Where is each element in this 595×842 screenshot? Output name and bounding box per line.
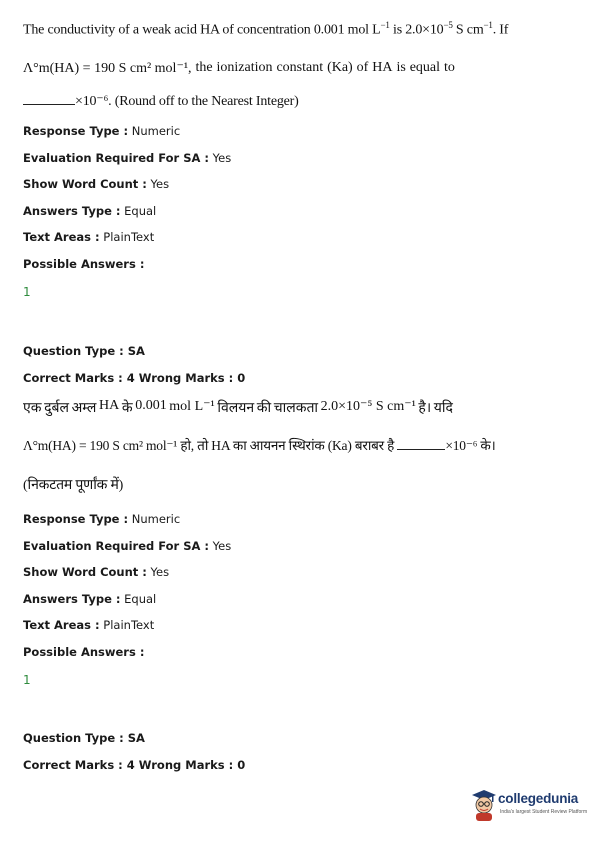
word-count-field: Show Word Count : Yes bbox=[23, 177, 170, 191]
answer-blank bbox=[397, 439, 445, 450]
brand-tagline: India's largest Student Review Platform bbox=[500, 809, 588, 815]
text-areas-field: Text Areas : PlainText bbox=[23, 618, 155, 632]
q1-line-2: Λ°m(HA) = 190 S cm² mol⁻¹, the ionization constant (Ka) of HA is equal to bbox=[23, 60, 455, 76]
mascot-icon bbox=[470, 788, 498, 822]
collegedunia-logo bbox=[470, 788, 588, 828]
q2-line-2: Λ°m(HA) = 190 S cm² mol⁻¹ हो, तो HA का आयनन स्थिरांक (Ka) बराबर है ×10⁻⁶ के। bbox=[23, 438, 496, 453]
q2-line-1: एक दुर्बल अम्ल HA के 0.001 mol L⁻¹ विलयन की चालकता 2.0×10⁻⁵ S cm⁻¹ है। यदि bbox=[23, 398, 453, 416]
text-areas-field: Text Areas : PlainText bbox=[23, 230, 155, 244]
question-type: Question Type : SA bbox=[23, 344, 145, 358]
question-type: Question Type : SA bbox=[23, 731, 145, 745]
possible-answers-label: Possible Answers : bbox=[23, 645, 145, 659]
answer-blank bbox=[23, 94, 75, 105]
possible-answer-value: 1 bbox=[23, 285, 31, 299]
q1-line-1: The conductivity of a weak acid HA of concentration 0.001 mol $L^{-1}$ is $2.0\times 10^{-5}$ S $cm^{-1}$. If bbox=[23, 20, 509, 38]
answers-type-field: Answers Type : Equal bbox=[23, 204, 157, 218]
response-type-field: Response Type : Numeric bbox=[23, 512, 181, 526]
word-count-field: Show Word Count : Yes bbox=[23, 565, 170, 579]
response-type-field: Response Type : Numeric bbox=[23, 124, 181, 138]
possible-answer-value: 1 bbox=[23, 673, 31, 687]
q1-line-3: ×10⁻⁶. (Round off to the Nearest Integer) bbox=[23, 93, 299, 110]
answers-type-field: Answers Type : Equal bbox=[23, 592, 157, 606]
q2-line-3: (निकटतम पूर्णांक में) bbox=[23, 478, 124, 493]
evaluation-field: Evaluation Required For SA : Yes bbox=[23, 151, 232, 165]
possible-answers-label: Possible Answers : bbox=[23, 257, 145, 271]
marks: Correct Marks : 4 Wrong Marks : 0 bbox=[23, 758, 246, 772]
brand-name: collegedunia bbox=[498, 791, 579, 806]
evaluation-field: Evaluation Required For SA : Yes bbox=[23, 539, 232, 553]
marks: Correct Marks : 4 Wrong Marks : 0 bbox=[23, 371, 246, 385]
